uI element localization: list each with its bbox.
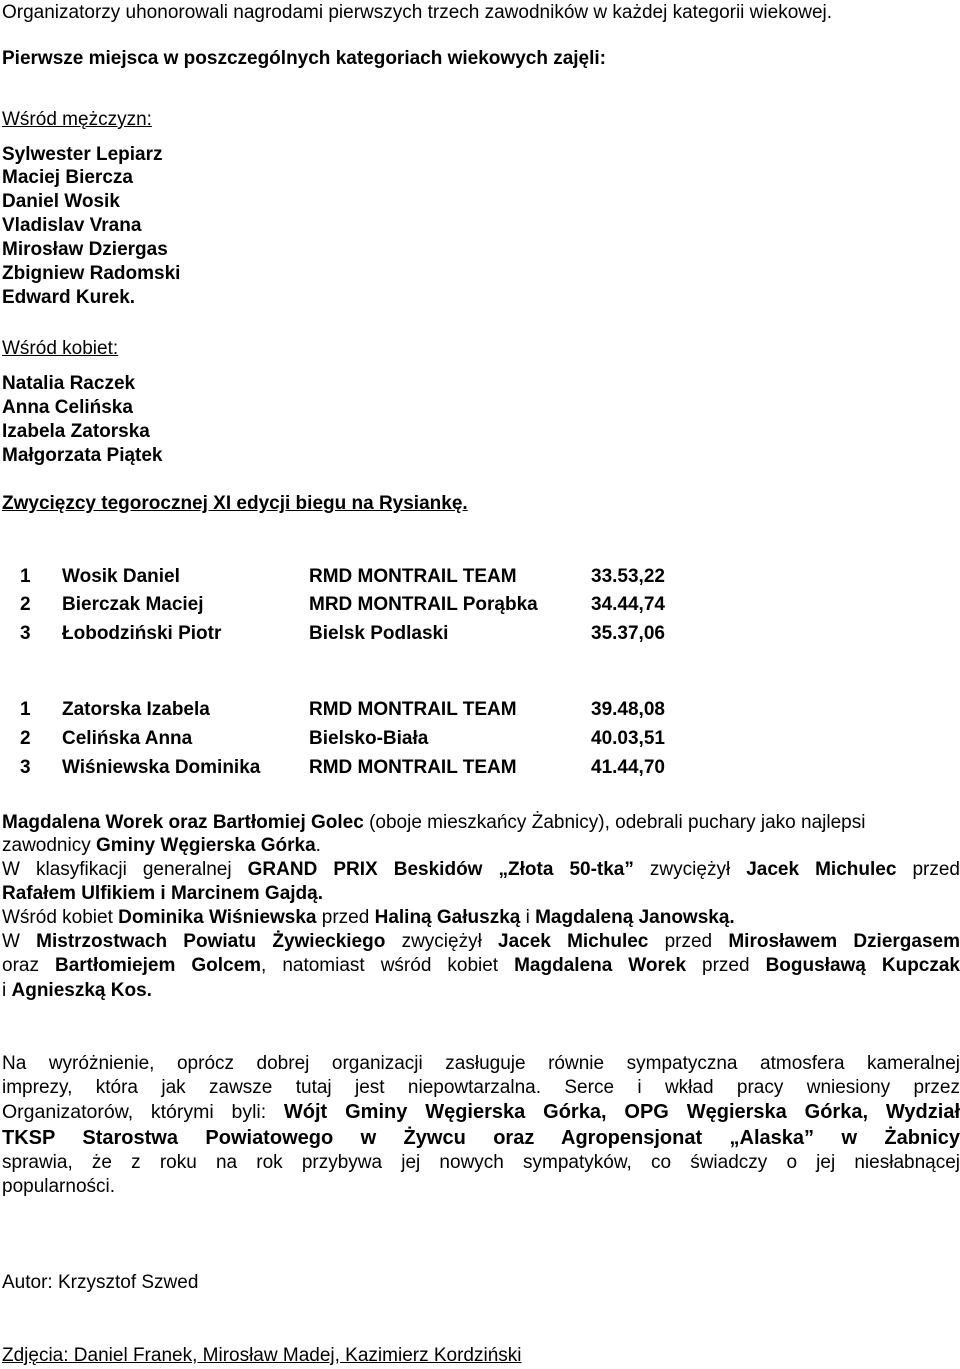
bold-name: Magdaleną Janowską.: [535, 907, 735, 928]
bold-name: Jacek Michulec: [498, 931, 649, 952]
women-name: Małgorzata Piątek: [2, 445, 163, 466]
result-position: 3: [20, 757, 31, 778]
men-name: Vladislav Vrana: [2, 215, 142, 236]
text: .: [315, 835, 321, 856]
women-name: Anna Celińska: [2, 397, 133, 418]
men-heading: Wśród mężczyzn:: [2, 109, 152, 130]
men-name: Mirosław Dziergas: [2, 239, 168, 260]
paragraph-line: Na wyróżnienie, oprócz dobrej organizacji zasługuje równie sympatyczna atmosfera kameralnej: [2, 1053, 960, 1074]
result-position: 1: [20, 566, 31, 587]
text: (oboje mieszkańcy Żabnicy), odebrali puchary jako najlepsi: [363, 812, 866, 833]
result-club: RMD MONTRAIL TEAM: [309, 699, 517, 720]
text: przed: [896, 859, 960, 880]
text: i: [2, 980, 12, 1001]
paragraph-line: [2, 980, 152, 1002]
bold-names: Magdalena Worek oraz Bartłomiej Golec: [2, 812, 364, 833]
paragraph-line: [2, 931, 960, 953]
bold-name: Agnieszką Kos.: [11, 980, 152, 1001]
text: przed: [648, 931, 729, 952]
result-time: 33.53,22: [591, 566, 665, 587]
text: przed: [316, 907, 375, 928]
paragraph-line: popularności.: [2, 1176, 116, 1197]
men-name: Sylwester Lepiarz: [2, 144, 163, 165]
result-time: 39.48,08: [591, 699, 665, 720]
men-name: Maciej Biercza: [2, 167, 133, 188]
result-time: 40.03,51: [591, 728, 665, 749]
text: zwyciężył: [633, 859, 747, 880]
bold-name: Mistrzostwach Powiatu Żywieckiego: [36, 931, 386, 952]
text: oraz: [2, 955, 55, 976]
women-heading: Wśród kobiet:: [2, 338, 119, 359]
bold-name: GRAND PRIX Beskidów „Złota 50-tka”: [247, 859, 634, 880]
text: Wśród kobiet: [2, 907, 119, 928]
paragraph-line: [2, 955, 960, 977]
men-name: Edward Kurek.: [2, 287, 136, 308]
result-club: Bielsk Podlaski: [309, 623, 449, 644]
result-club: RMD MONTRAIL TEAM: [309, 757, 517, 778]
result-name: Bierczak Maciej: [62, 594, 204, 615]
result-time: 35.37,06: [591, 623, 665, 644]
result-name: Wosik Daniel: [62, 566, 180, 587]
text: przed: [686, 955, 766, 976]
bold-organizers: Wójt Gminy Węgierska Górka, OPG Węgierska Górka, Wydział: [283, 1101, 960, 1123]
paragraph-line: [2, 907, 735, 929]
bold-name: Haliną Gałuszką: [374, 907, 521, 928]
text: zwyciężył: [385, 931, 499, 952]
author-line: Autor: Krzysztof Szwed: [2, 1272, 199, 1293]
result-position: 2: [20, 594, 31, 615]
bold-name: Gminy Węgierska Górka: [96, 835, 316, 856]
paragraph-line: sprawia, że z roku na rok przybywa jej nowych sympatyków, co świadczy o jej niesłabnącej: [2, 1152, 960, 1173]
text: zawodnicy: [2, 835, 96, 856]
text: i: [520, 907, 536, 928]
bold-name: Magdalena Worek: [514, 955, 687, 976]
women-name: Izabela Zatorska: [2, 421, 150, 442]
bold-name: Bartłomiejem Golcem: [54, 955, 262, 976]
text: W: [2, 931, 37, 952]
result-name: Łobodziński Piotr: [62, 623, 222, 644]
result-position: 3: [20, 623, 31, 644]
winners-heading: Zwycięzcy tegorocznej XI edycji biegu na Rysiankę.: [2, 493, 468, 514]
bold-name: Dominika Wiśniewska: [118, 907, 317, 928]
result-name: Celińska Anna: [62, 728, 193, 749]
bold-name: Bogusławą Kupczak: [765, 955, 960, 976]
paragraph-line: [2, 812, 865, 834]
result-time: 41.44,70: [591, 757, 665, 778]
intro-text: Organizatorzy uhonorowali nagrodami pierwszych trzech zawodników w każdej kategorii wiekowej.: [2, 2, 833, 23]
men-name: Zbigniew Radomski: [2, 263, 181, 284]
text: Organizatorów, którymi byli:: [2, 1101, 284, 1123]
paragraph-line: TKSP Starostwa Powiatowego w Żywcu oraz Agropensjonat „Alaska” w Żabnicy: [2, 1127, 960, 1149]
men-name: Daniel Wosik: [2, 191, 120, 212]
paragraph-line: [2, 835, 321, 857]
result-club: Bielsko-Biała: [309, 728, 429, 749]
result-position: 2: [20, 728, 31, 749]
result-position: 1: [20, 699, 31, 720]
first-places-heading: Pierwsze miejsca w poszczególnych kategoriach wiekowych zajęli:: [2, 48, 607, 69]
result-club: RMD MONTRAIL TEAM: [309, 566, 517, 587]
bold-name: Jacek Michulec: [746, 859, 897, 880]
result-name: Wiśniewska Dominika: [62, 757, 261, 778]
paragraph-line: Rafałem Ulfikiem i Marcinem Gajdą.: [2, 883, 324, 904]
women-name: Natalia Raczek: [2, 373, 136, 394]
text: , natomiast wśród kobiet: [261, 955, 515, 976]
result-name: Zatorska Izabela: [62, 699, 210, 720]
result-club: MRD MONTRAIL Porąbka: [309, 594, 538, 615]
result-time: 34.44,74: [591, 594, 665, 615]
paragraph-line: imprezy, która jak zawsze tutaj jest niepowtarzalna. Serce i wkład pracy wniesiony przez: [2, 1077, 960, 1098]
paragraph-line: [2, 1101, 960, 1123]
text: W klasyfikacji generalnej: [2, 859, 248, 880]
photos-credit: Zdjęcia: Daniel Franek, Mirosław Madej, Kazimierz Kordziński: [2, 1345, 522, 1366]
paragraph-line: [2, 859, 960, 881]
bold-name: Mirosławem Dziergasem: [728, 931, 960, 952]
